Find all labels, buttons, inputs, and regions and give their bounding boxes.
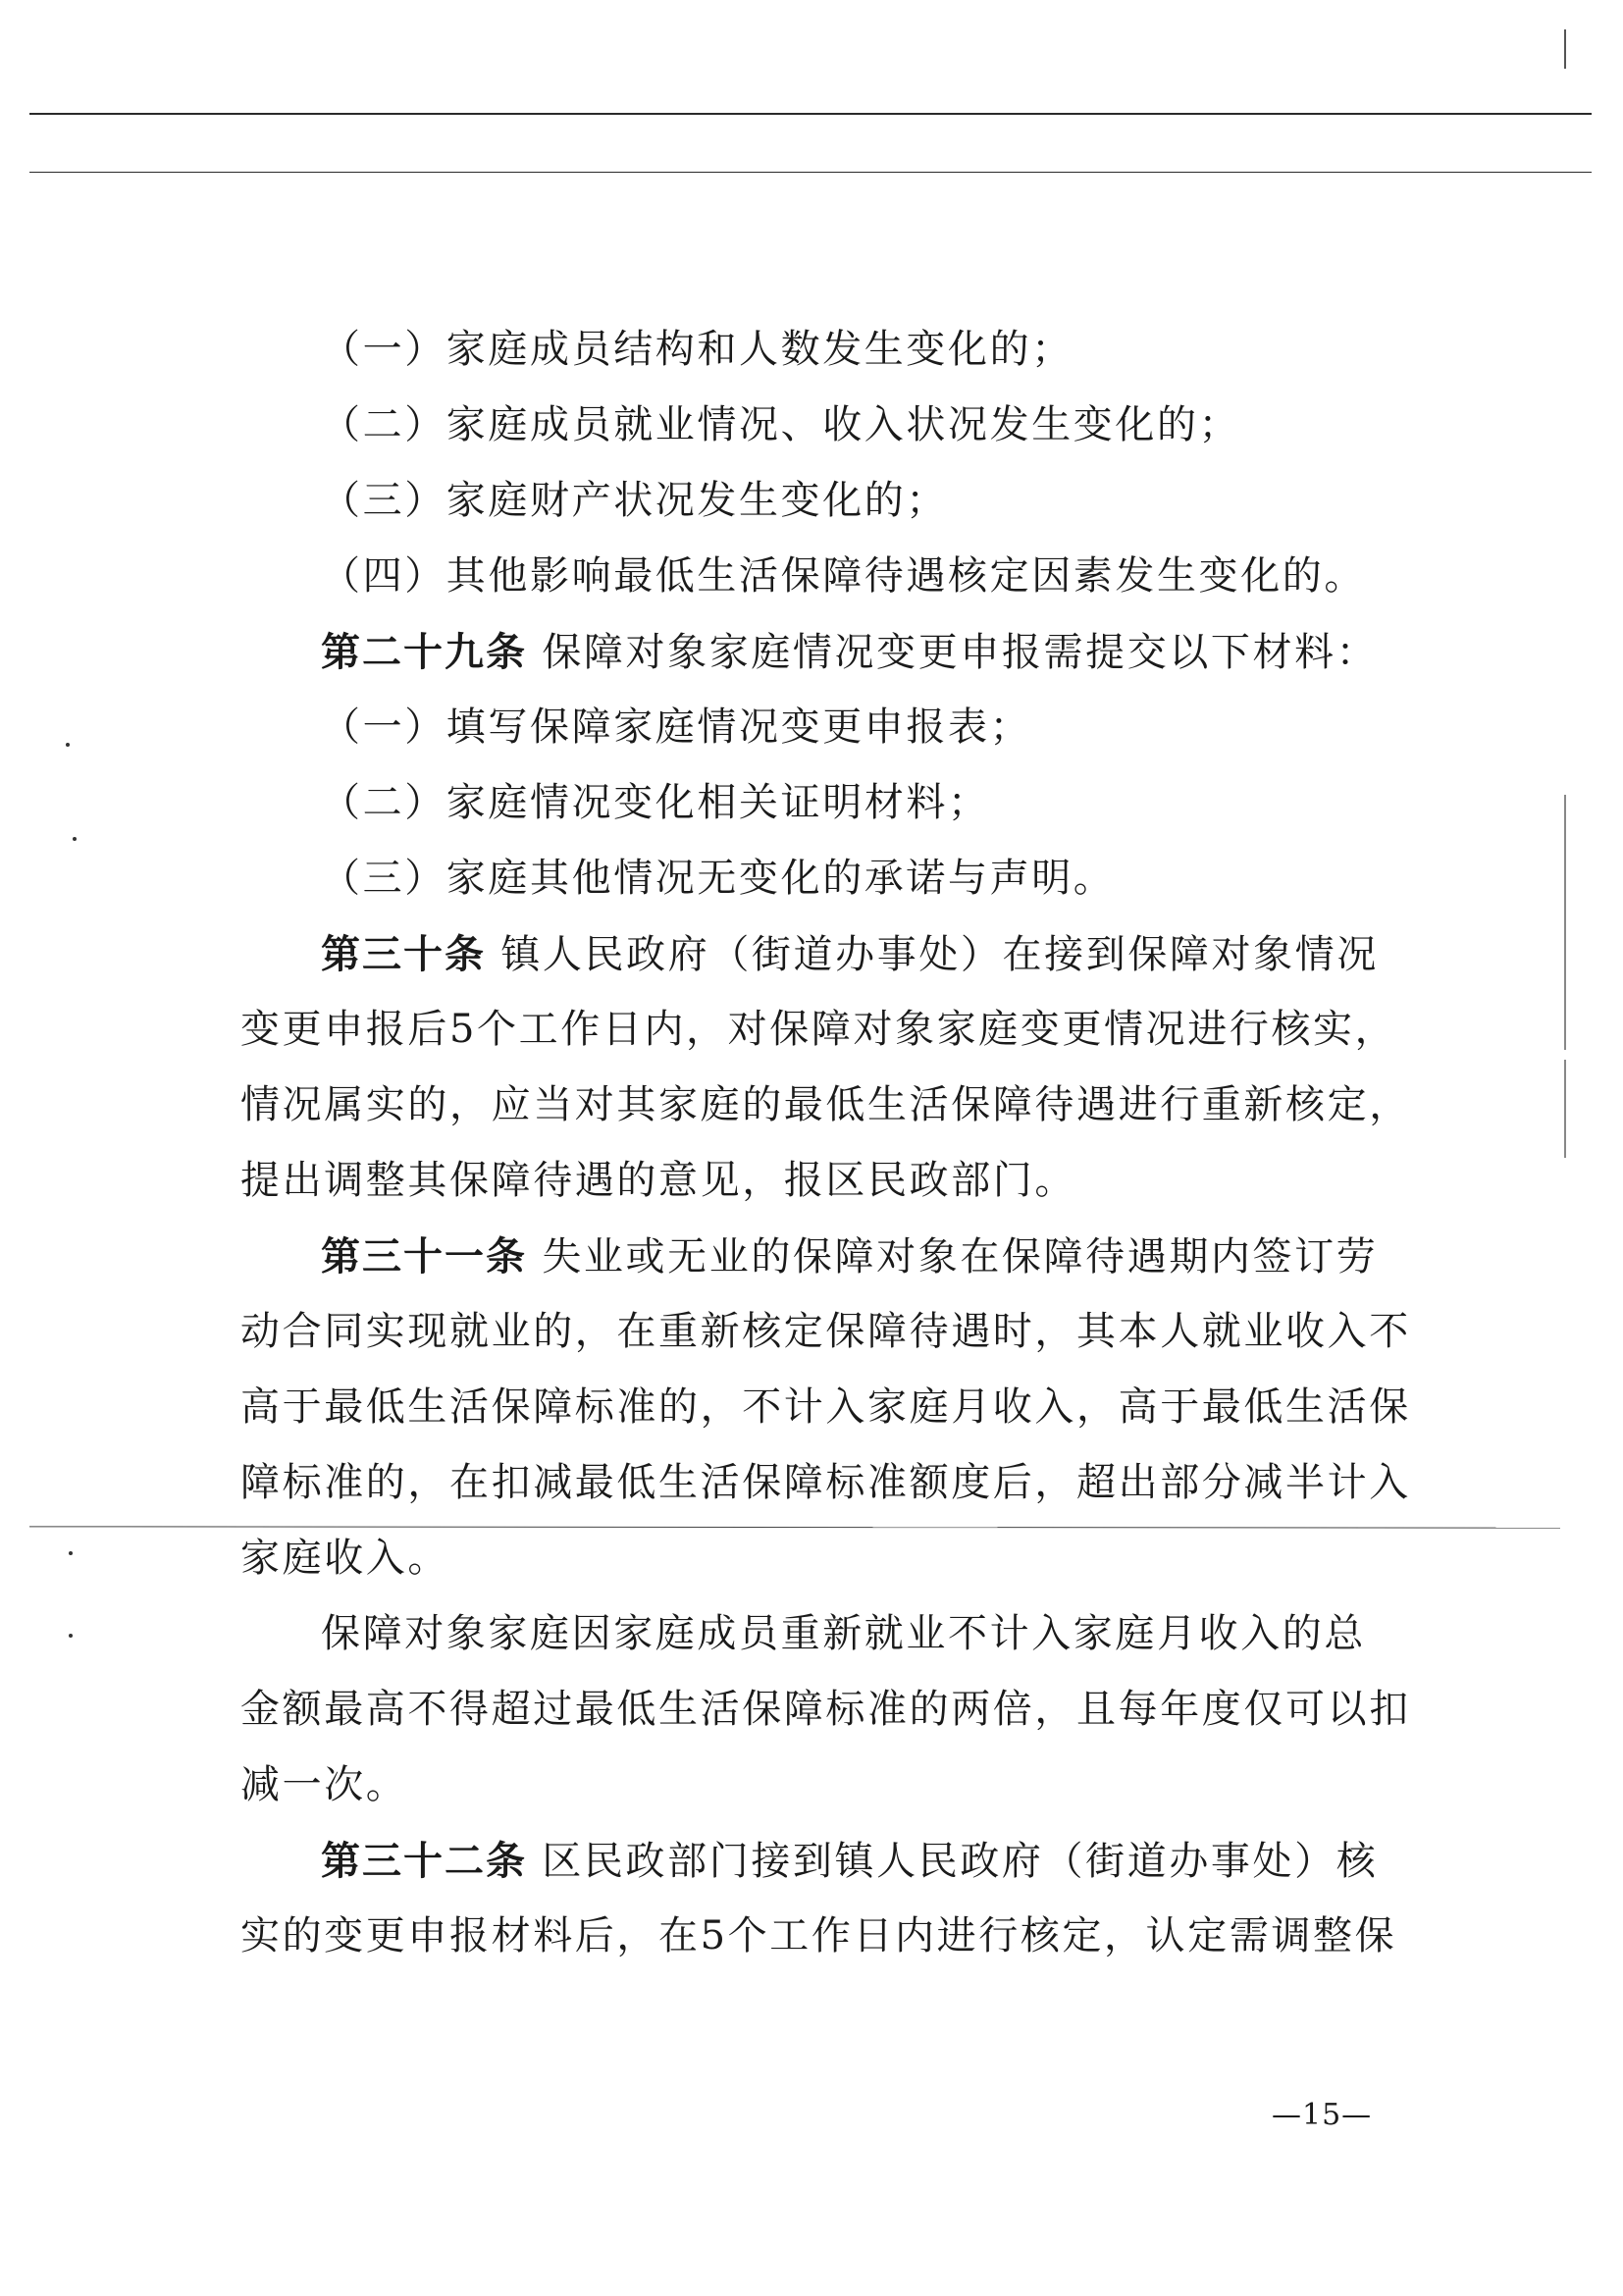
scan-edge-mark — [1564, 1060, 1566, 1158]
page-number: —15— — [1272, 2098, 1373, 2132]
text-line — [240, 1596, 1374, 1672]
scan-edge-mark — [1564, 29, 1566, 69]
line-text: 保障对象家庭因家庭成员重新就业不计入家庭月收入的总 — [321, 1611, 1366, 1656]
text-line — [240, 1143, 1374, 1219]
document-body — [240, 312, 1411, 1974]
text-line — [240, 1748, 1374, 1823]
line-text: （一）填写保障家庭情况变更申报表； — [321, 704, 1032, 750]
line-text: 保障对象家庭情况变更申报需提交以下材料： — [542, 630, 1379, 675]
line-text: （一）家庭成员结构和人数发生变化的； — [321, 327, 1073, 372]
line-text: 动合同实现就业的，在重新核定保障待遇时，其本人就业收入不 — [240, 1309, 1411, 1354]
text-line — [240, 992, 1397, 1068]
text-line — [240, 765, 1374, 841]
text-line — [240, 841, 1374, 916]
scan-speck — [69, 1634, 73, 1638]
text-line — [240, 1445, 1411, 1521]
article-line — [240, 1219, 1379, 1294]
article-line — [240, 916, 1379, 992]
line-text: （三）家庭财产状况发生变化的； — [321, 478, 948, 523]
text-line — [240, 539, 1374, 614]
scan-speck — [73, 837, 77, 841]
line-text: 提出调整其保障待遇的意见，报区民政部门。 — [240, 1158, 1076, 1203]
text-line — [240, 1521, 1374, 1596]
article-heading: 第三十二条 — [321, 1838, 527, 1884]
text-line — [240, 1370, 1411, 1445]
line-text: 障标准的，在扣减最低生活保障标准额度后，超出部分减半计入 — [240, 1460, 1411, 1505]
header-rule-bottom — [29, 172, 1592, 173]
scan-speck — [69, 1551, 73, 1555]
text-line — [240, 690, 1374, 765]
line-text: 变更申报后5个工作日内，对保障对象家庭变更情况进行核实， — [240, 1007, 1397, 1052]
text-line — [240, 1672, 1411, 1748]
line-text: （二）家庭情况变化相关证明材料； — [321, 780, 990, 825]
article-line — [240, 614, 1379, 690]
text-line — [240, 463, 1374, 539]
line-text: （四）其他影响最低生活保障待遇核定因素发生变化的。 — [321, 553, 1366, 599]
scan-speck — [66, 743, 70, 747]
text-line — [240, 1068, 1411, 1143]
line-text: 金额最高不得超过最低生活保障标准的两倍，且每年度仅可以扣 — [240, 1687, 1411, 1732]
text-line — [240, 1294, 1411, 1370]
line-text: 镇人民政府（街道办事处）在接到保障对象情况 — [500, 932, 1379, 977]
text-line — [240, 312, 1374, 388]
article-line — [240, 1823, 1379, 1899]
line-text: 家庭收入。 — [240, 1536, 449, 1581]
line-text: 区民政部门接到镇人民政府（街道办事处）核 — [542, 1839, 1379, 1884]
header-rule-top — [29, 113, 1592, 115]
line-text: 实的变更申报材料后，在5个工作日内进行核定，认定需调整保 — [240, 1913, 1397, 1958]
article-heading: 第三十条 — [321, 931, 486, 977]
text-line — [240, 388, 1374, 463]
line-text: 减一次。 — [240, 1762, 408, 1807]
line-text: 情况属实的，应当对其家庭的最低生活保障待遇进行重新核定， — [240, 1082, 1411, 1127]
scan-edge-mark — [1564, 795, 1566, 1050]
line-text: （二）家庭成员就业情况、收入状况发生变化的； — [321, 402, 1241, 447]
line-text: 失业或无业的保障对象在保障待遇期内签订劳 — [542, 1234, 1379, 1279]
article-heading: 第二十九条 — [321, 629, 527, 675]
line-text: （三）家庭其他情况无变化的承诺与声明。 — [321, 856, 1116, 901]
article-heading: 第三十一条 — [321, 1233, 527, 1279]
line-text: 高于最低生活保障标准的，不计入家庭月收入，高于最低生活保 — [240, 1384, 1411, 1430]
text-line — [240, 1899, 1397, 1974]
